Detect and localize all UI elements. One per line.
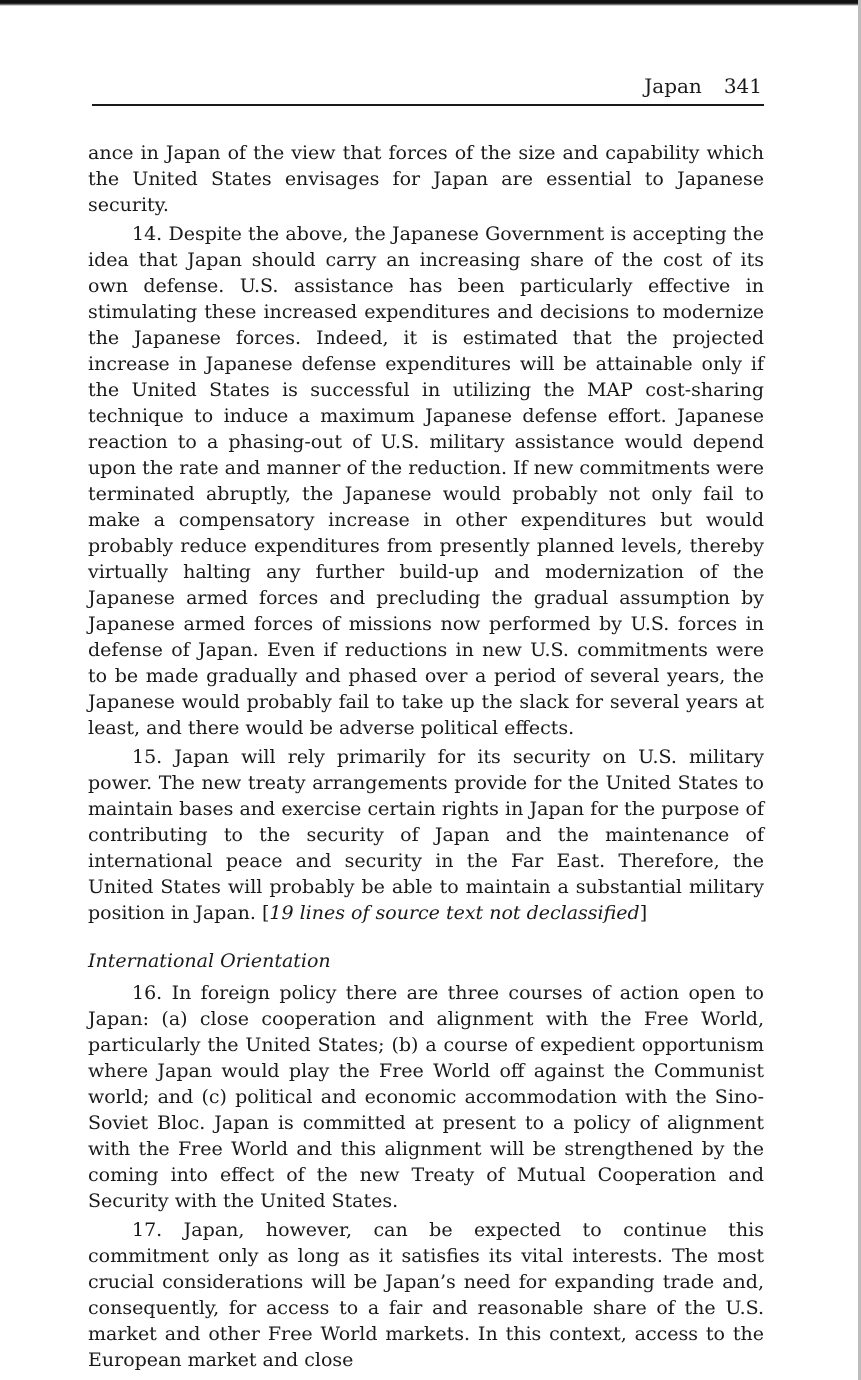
running-header bbox=[92, 76, 764, 106]
document-body bbox=[88, 140, 764, 1373]
paragraph-17: 17. Japan, however, can be expected to continue this commitment only as long as it satisfies its vital interests. The most crucial considerations will be Japan’s need for expanding trade and, consequently, for access to a fair and reasonable share of the U.S. market and other Free World markets. In this context, access to the European market and close bbox=[88, 1219, 764, 1371]
paragraph-15-text: 15. Japan will rely primarily for its security on U.S. military power. The new treaty arrangements provide for the United States to maintain bases and exercise certain rights in Japan for the purpose of contributing to the security of Japan and the maintenance of international peace and security in the Far East. Therefore, the United States will probably be able to maintain a substantial military position in Japan. [ bbox=[88, 746, 764, 924]
scan-border-top bbox=[0, 0, 861, 6]
bracket-close: ] bbox=[639, 902, 648, 924]
section-heading: International Orientation bbox=[88, 950, 331, 972]
declassification-note: 19 lines of source text not declassified bbox=[269, 902, 640, 924]
paragraph-16: 16. In foreign policy there are three courses of action open to Japan: (a) close cooperation and alignment with the Free World, particularly the United States; (b) a course of expedient opportunism where Japan would play the Free World off against the Communist world; and (c) political and economic accommodation with the Sino-Soviet Bloc. Japan is committed at present to a policy of alignment with the Free World and this alignment will be strengthened by the coming into effect of the new Treaty of Mutual Cooperation and Security with the United States. bbox=[88, 982, 764, 1212]
paragraph-continued: ance in Japan of the view that forces of the size and capability which the United States envisages for Japan are essential to Japanese security. bbox=[88, 142, 764, 216]
header-title: Japan bbox=[644, 74, 702, 98]
paragraph-14: 14. Despite the above, the Japanese Government is accepting the idea that Japan should carry an increasing share of the cost of its own defense. U.S. assistance has been particularly effective in stimulating these increased expenditures and decisions to modernize the Japanese forces. Indeed, it is estimated that the projected increase in Japanese defense expenditures will be attainable only if the United States is successful in utilizing the MAP cost-sharing technique to induce a maximum Japanese defense effort. Japanese reaction to a phasing-out of U.S. military assistance would depend upon the rate and manner of the reduction. If new commitments were terminated abruptly, the Japanese would probably not only fail to make a compensatory increase in other expenditures but would probably reduce expenditures from presently planned levels, thereby virtually halting any further build-up and modernization of the Japanese armed forces and precluding the gradual assumption by Japanese armed forces of missions now performed by U.S. forces in defense of Japan. Even if reductions in new U.S. commitments were to be made gradually and phased over a period of several years, the Japanese would probably fail to take up the slack for several years at least, and there would be adverse political effects. bbox=[88, 223, 764, 739]
paragraph-15 bbox=[88, 744, 764, 926]
document-page bbox=[88, 76, 764, 1376]
page-number: 341 bbox=[723, 74, 762, 98]
